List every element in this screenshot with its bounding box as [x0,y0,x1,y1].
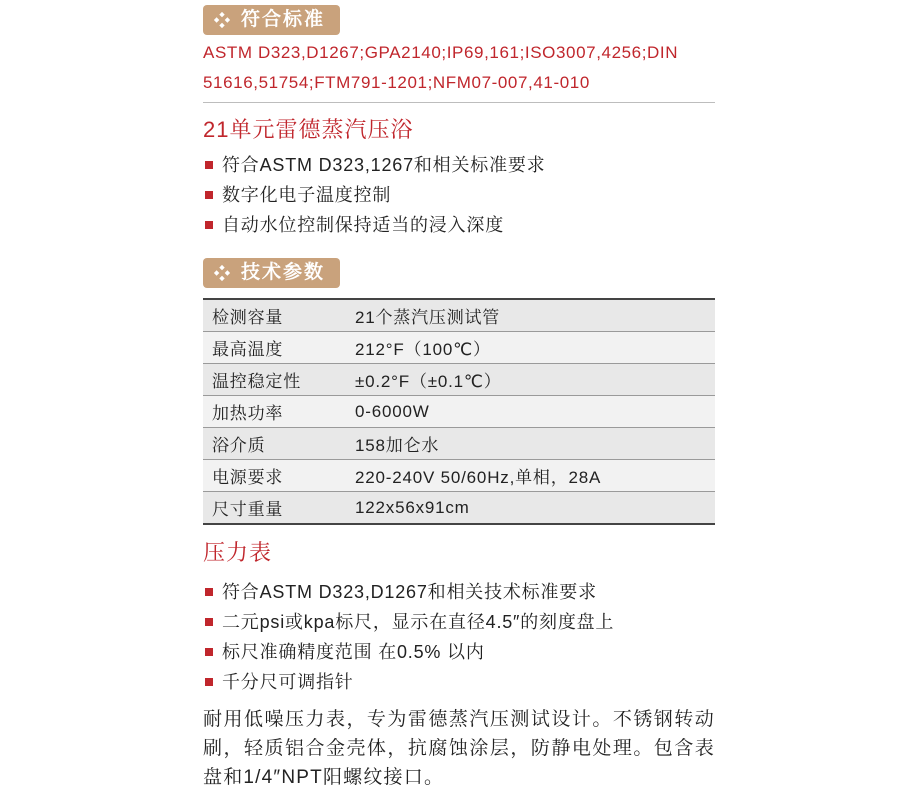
bullet-square-icon [205,648,213,656]
spec-label: 尺寸重量 [203,492,343,525]
gauge-feature-list [203,577,715,697]
table-row [203,492,715,525]
bullet-square-icon [205,191,213,199]
bath-feature-list [203,150,715,240]
spec-label: 最高温度 [203,332,343,364]
list-item [203,637,715,667]
list-item [203,607,715,637]
list-item-text: 数字化电子温度控制 [222,185,392,205]
spec-label: 检测容量 [203,299,343,332]
specs-badge [203,258,340,288]
bullet-square-icon [205,618,213,626]
list-item [203,180,715,210]
divider [203,102,715,103]
list-item [203,210,715,240]
table-row [203,460,715,492]
standards-badge-label: 符合标准 [241,9,326,30]
list-item-text: 标尺准确精度范围 在0.5% 以内 [222,642,485,662]
table-row [203,364,715,396]
standards-line: ASTM D323,D1267;GPA2140;IP69,161;ISO3007,4256;DIN [203,43,679,62]
list-item-text: 符合ASTM D323,1267和相关标准要求 [222,155,546,175]
standards-line: 51616,51754;FTM791-1201;NFM07-007,41-010 [203,73,590,92]
bullet-square-icon [205,678,213,686]
bullet-square-icon [205,588,213,596]
specs-badge-label: 技术参数 [241,262,326,283]
spec-value: 122x56x91cm [343,492,715,525]
list-item [203,667,715,697]
list-item [203,577,715,607]
bath-title: 21单元雷德蒸汽压浴 [203,117,414,142]
spec-value: 21个蒸汽压测试管 [343,299,715,332]
bullet-square-icon [205,161,213,169]
spec-label: 温控稳定性 [203,364,343,396]
list-item-text: 自动水位控制保持适当的浸入深度 [222,215,504,235]
spec-value: ±0.2°F（±0.1℃） [343,364,715,396]
table-row [203,299,715,332]
table-row [203,332,715,364]
list-item-text: 二元psi或kpa标尺，显示在直径4.5″的刻度盘上 [222,612,615,632]
spec-label: 加热功率 [203,396,343,428]
spec-value: 212°F（100℃） [343,332,715,364]
standards-badge [203,5,340,35]
gauge-title: 压力表 [203,540,273,565]
spec-label: 电源要求 [203,460,343,492]
spec-label: 浴介质 [203,428,343,460]
list-item-text: 符合ASTM D323,D1267和相关技术标准要求 [222,582,597,602]
list-item-text: 千分尺可调指针 [222,672,354,692]
spec-value: 0-6000W [343,396,715,428]
specs-table [203,298,715,525]
bullet-square-icon [205,221,213,229]
diamond-icon [213,264,231,282]
table-row [203,396,715,428]
table-row [203,428,715,460]
diamond-icon [213,11,231,29]
list-item [203,150,715,180]
standards-list [203,38,715,98]
spec-value: 220-240V 50/60Hz,单相，28A [343,460,715,492]
gauge-description: 耐用低噪压力表，专为雷德蒸汽压测试设计。不锈钢转动刷，轻质铝合金壳体，抗腐蚀涂层，防静电处理。包含表盘和1/4″NPT阳螺纹接口。 [203,709,715,788]
spec-value: 158加仑水 [343,428,715,460]
